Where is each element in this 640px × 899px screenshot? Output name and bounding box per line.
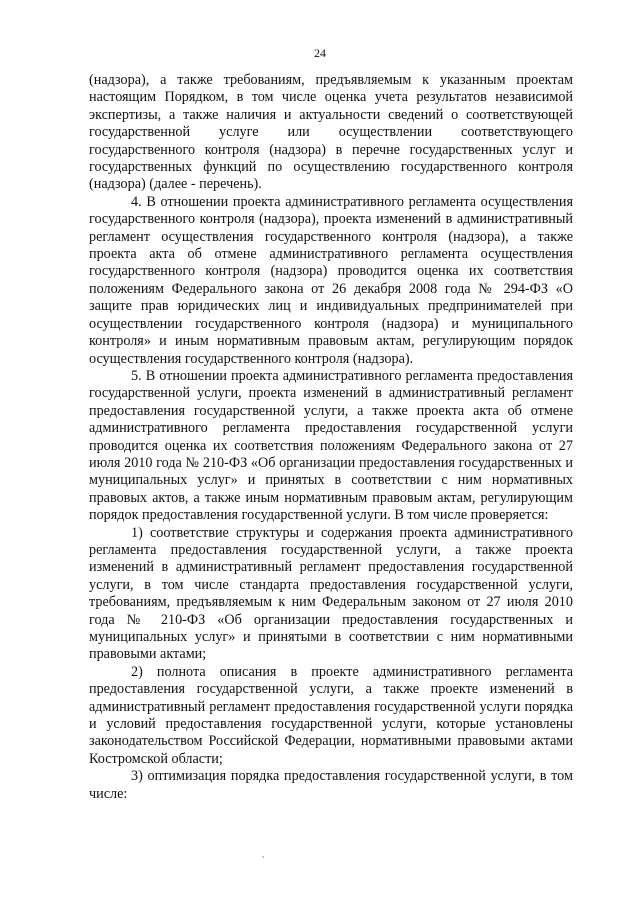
page-number: 24 — [314, 46, 326, 60]
paragraph-continuation: (надзора), а также требованиям, предъявляемым к указанным проектам настоящим Порядком, в том числе оценка учета результатов независимой экспертизы, а также наличия и актуальности сведений о соответствующей государственной услуге или осуществлении соответствующего государственного контроля (надзора) в перечне государственных услуг и государственных функций по осуществлению государственного контроля (надзора) (далее - перечень). — [89, 72, 573, 193]
paragraph-item-5: 5. В отношении проекта административного регламента предоставления государственной услуги, проекта изменений в административный регламент предоставления государственной услуги, а также проекта акта об отмене административного регламента предоставления государственной услуги проводится оценка их соответствия положениям Федерального закона от 27 июля 2010 года № 210-ФЗ «Об организации предоставления государственных и муниципальных услуг» и принятых в соответствии с ним нормативных правовых актов, а также иным нормативным правовым актам, регулирующим порядок предоставления государственной услуги. В том числе проверяется: — [89, 367, 573, 524]
scan-speck — [262, 856, 264, 858]
document-body — [89, 72, 573, 803]
subitem-3: 3) оптимизация порядка предоставления государственной услуги, в том числе: — [89, 768, 573, 802]
paragraph-item-4: 4. В отношении проекта административного регламента осуществления государственного контроля (надзора), проекта изменений в административный регламент осуществления государственного контроля (надзора), а также проекта акта об отмене административного регламента осуществления государственного контроля (надзора) проводится оценка их соответствия положениям Федерального закона от 26 декабря 2008 года № 294-ФЗ «О защите прав юридических лиц и индивидуальных предпринимателей при осуществлении государственного контроля (надзора) и муниципального контроля» и иным нормативным правовым актам, регулирующим порядок осуществления государственного контроля (надзора). — [89, 193, 573, 367]
subitem-1: 1) соответствие структуры и содержания проекта административного регламента предоставления государственной услуги, а также проекта изменений в административный регламент предоставления государственной услуги, в том числе стандарта предоставления государственной услуги, требованиям, предъявляемым к ним Федеральным законом от 27 июля 2010 года № 210-ФЗ «Об организации предоставления государственных и муниципальных услуг» и принятыми в соответствии с ним нормативными правовыми актами; — [89, 524, 573, 663]
subitem-2: 2) полнота описания в проекте административного регламента предоставления государственной услуги, а также проекте изменений в административный регламент предоставления государственной услуги порядка и условий предоставления государственной услуги, которые установлены законодательством Российской Федерации, нормативными правовыми актами Костромской области; — [89, 663, 573, 767]
